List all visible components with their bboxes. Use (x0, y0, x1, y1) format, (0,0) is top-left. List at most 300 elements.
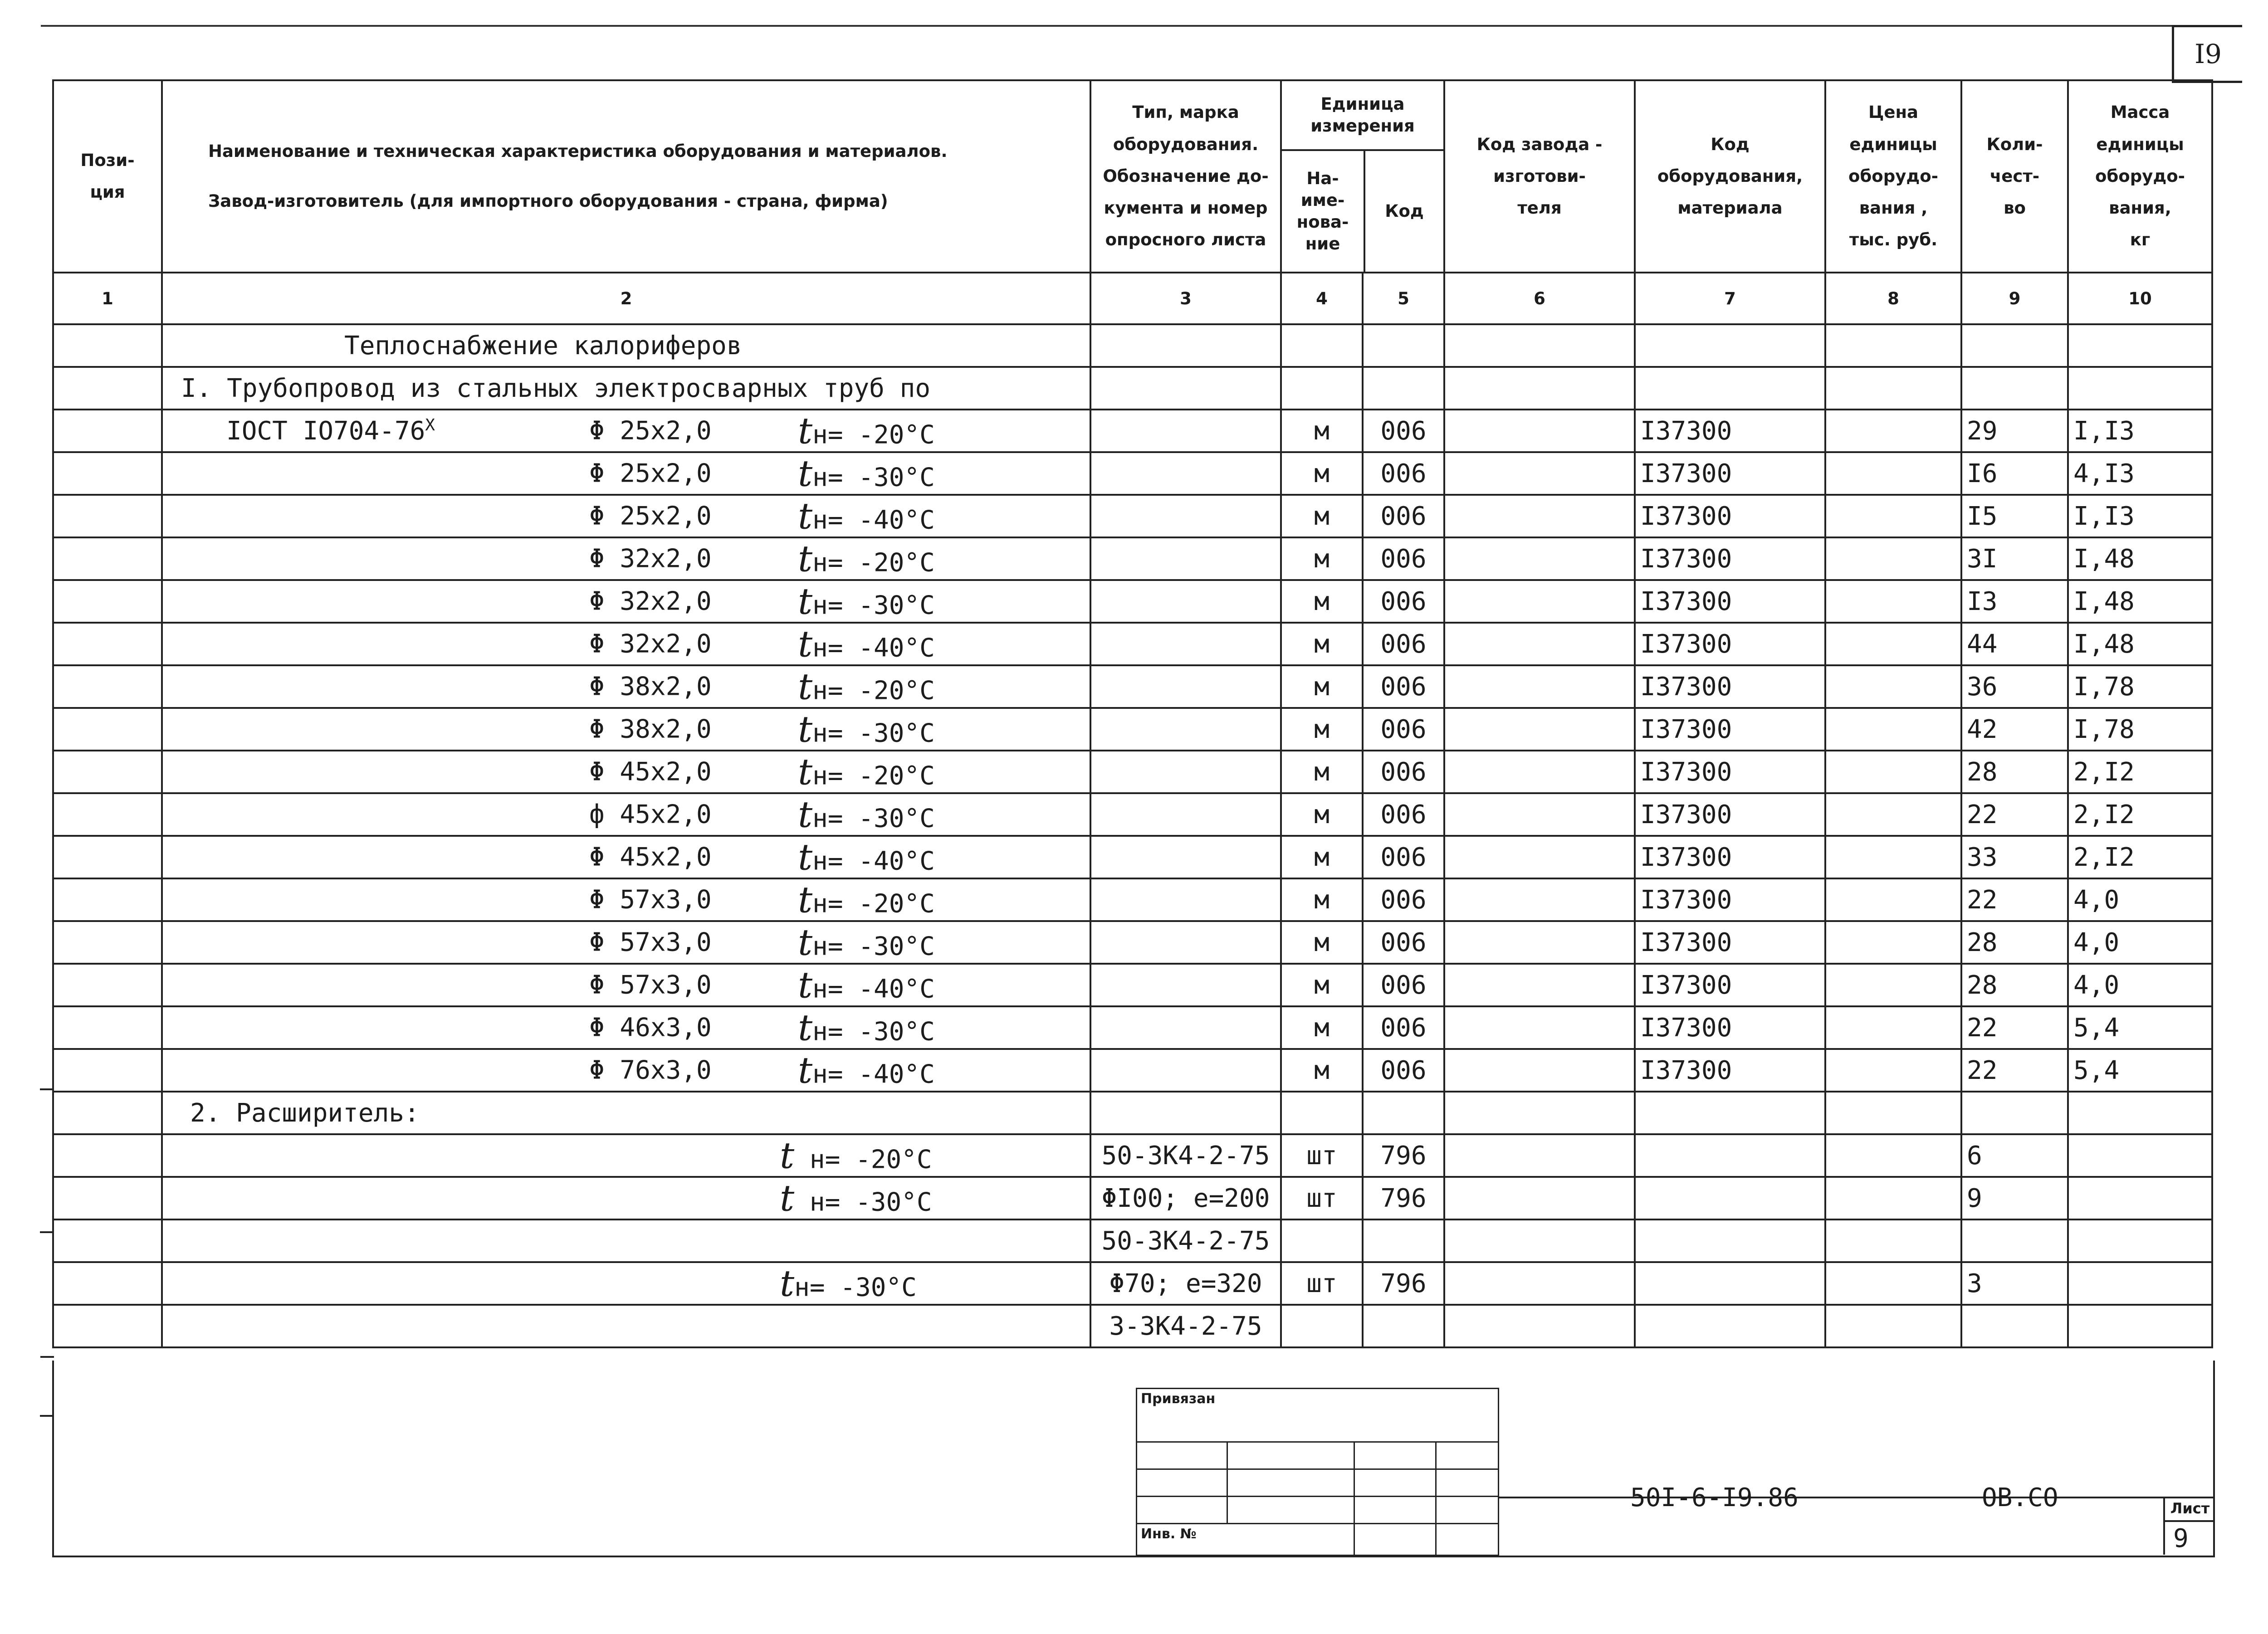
outdoor-temperature: tн= -20°C (798, 751, 935, 793)
cell-material-code: I37300 (1635, 708, 1825, 751)
header-manufacturer-code-line: изготови- (1493, 166, 1586, 186)
cell-quantity: 22 (1961, 878, 2068, 921)
outdoor-temperature: tн= -30°C (798, 580, 935, 623)
cell-position (53, 751, 162, 793)
gost-reference: IOCT $IO704-76^X$ (226, 416, 435, 446)
header-unit-name (1282, 151, 1365, 272)
table-row (53, 495, 2212, 537)
table-row (53, 964, 2212, 1006)
cell-mass (2068, 367, 2212, 410)
cell-price (1825, 410, 1961, 452)
sheet-number: 9 (2173, 1524, 2189, 1553)
title-block (52, 1361, 2215, 1557)
table-row (53, 751, 2212, 793)
header-unit-name-line: На- (1306, 168, 1339, 188)
cell-unit: м (1281, 665, 1363, 708)
pipe-size: Φ 45x2,0 (589, 842, 712, 872)
header-unit-code: Код (1385, 201, 1424, 221)
pipe-size: Φ 38x2,0 (589, 672, 712, 702)
pipe-size: Φ 38x2,0 (589, 714, 712, 744)
cell-price (1825, 1177, 1961, 1219)
header-price-line: тыс. руб. (1849, 230, 1938, 250)
pipe-size: Φ 25x2,0 (589, 458, 712, 488)
header-unit-name-line: нова- (1296, 212, 1349, 232)
cell-type (1090, 367, 1281, 410)
cell-type (1090, 793, 1281, 836)
cell-position (53, 367, 162, 410)
cell-manufacturer-code (1444, 751, 1635, 793)
header-type (1090, 80, 1281, 273)
header-position (53, 80, 162, 273)
column-number: 1 (53, 273, 162, 324)
cell-manufacturer-code (1444, 1049, 1635, 1092)
cell-mass: 2,I2 (2068, 793, 2212, 836)
table-row (53, 1134, 2212, 1177)
cell-position (53, 324, 162, 367)
outdoor-temperature: tн= -20°C (798, 410, 935, 452)
header-price-line: вания , (1859, 198, 1928, 218)
outdoor-temperature: tн= -40°C (798, 495, 935, 537)
title-block-divider (1498, 1497, 2213, 1498)
column-number: 10 (2068, 273, 2212, 324)
cell-price (1825, 623, 1961, 665)
cell-unit: м (1281, 452, 1363, 495)
cell-unit: м (1281, 964, 1363, 1006)
cell-type (1090, 921, 1281, 964)
cell-unit: м (1281, 537, 1363, 580)
cell-description (162, 1262, 1090, 1305)
cell-quantity: 36 (1961, 665, 2068, 708)
cell-quantity: 42 (1961, 708, 2068, 751)
header-type-line: опросного листа (1105, 230, 1266, 250)
cell-mass: I,I3 (2068, 410, 2212, 452)
approval-stamp (1136, 1388, 1498, 1555)
cell-quantity: 44 (1961, 623, 2068, 665)
pipe-size: Φ 32x2,0 (589, 544, 712, 574)
pipe-size: Φ 25x2,0 (589, 501, 712, 531)
cell-price (1825, 1006, 1961, 1049)
cell-unit: шт (1281, 1177, 1363, 1219)
cell-manufacturer-code (1444, 1006, 1635, 1049)
cell-position (53, 1305, 162, 1347)
column-number: 5 (1363, 273, 1444, 324)
cell-unit-code: 006 (1363, 921, 1444, 964)
outdoor-temperature: t н= -20°C (780, 1134, 932, 1177)
specification-table (52, 79, 2213, 1348)
cell-mass: 2,I2 (2068, 751, 2212, 793)
cell-type (1090, 452, 1281, 495)
column-number: 3 (1090, 273, 1281, 324)
cell-position (53, 836, 162, 878)
cell-description: I. Трубопровод из стальных электросварных труб по (162, 367, 1090, 410)
outdoor-temperature: tн= -30°C (798, 708, 935, 751)
cell-description (162, 1049, 1090, 1092)
cell-unit: м (1281, 878, 1363, 921)
cell-unit-code: 006 (1363, 708, 1444, 751)
cell-unit-code: 006 (1363, 793, 1444, 836)
cell-price (1825, 1134, 1961, 1177)
cell-manufacturer-code (1444, 537, 1635, 580)
cell-quantity: 22 (1961, 793, 2068, 836)
cell-type: ΦI00; е=200 (1090, 1177, 1281, 1219)
header-equipment-code-line: Код (1711, 134, 1750, 154)
margin-tick (40, 1356, 54, 1358)
cell-mass (2068, 1305, 2212, 1347)
cell-material-code (1635, 1219, 1825, 1262)
cell-material-code: I37300 (1635, 1049, 1825, 1092)
header-mass (2068, 80, 2212, 273)
cell-unit-code: 006 (1363, 580, 1444, 623)
margin-tick (40, 1088, 54, 1090)
cell-price (1825, 1049, 1961, 1092)
header-equipment-code-line: материала (1677, 198, 1783, 218)
top-border-line (41, 25, 2173, 27)
sheet-label: Лист (2165, 1497, 2215, 1522)
header-unit-group-line: измерения (1310, 116, 1415, 136)
cell-price (1825, 964, 1961, 1006)
cell-price (1825, 751, 1961, 793)
cell-description (162, 665, 1090, 708)
table-row (53, 1049, 2212, 1092)
cell-position (53, 665, 162, 708)
cell-description (162, 921, 1090, 964)
column-number-row (53, 273, 2212, 324)
cell-manufacturer-code (1444, 1219, 1635, 1262)
cell-unit (1281, 1219, 1363, 1262)
cell-material-code: I37300 (1635, 452, 1825, 495)
cell-position (53, 410, 162, 452)
header-equipment-code-line: оборудования, (1657, 166, 1803, 186)
cell-price (1825, 1262, 1961, 1305)
stamp-bound-label: Привязан (1137, 1389, 1499, 1442)
table-row (53, 537, 2212, 580)
pipe-size: Φ 25x2,0 (589, 416, 712, 446)
cell-position (53, 793, 162, 836)
table-row (53, 580, 2212, 623)
cell-quantity (1961, 1219, 2068, 1262)
cell-manufacturer-code (1444, 495, 1635, 537)
cell-price (1825, 708, 1961, 751)
cell-type (1090, 964, 1281, 1006)
header-mass-line: кг (2130, 230, 2151, 250)
cell-quantity: 6 (1961, 1134, 2068, 1177)
cell-description (162, 878, 1090, 921)
cell-unit: м (1281, 1049, 1363, 1092)
pipe-size: Φ 57x3,0 (589, 885, 712, 915)
cell-description (162, 410, 1090, 452)
document-code: 50I-6-I9.86 (1630, 1483, 1799, 1512)
cell-unit-code: 006 (1363, 1049, 1444, 1092)
section-row (53, 367, 2212, 410)
cell-unit: м (1281, 793, 1363, 836)
cell-description (162, 1219, 1090, 1262)
header-type-line: оборудования. (1113, 134, 1259, 154)
cell-material-code (1635, 1262, 1825, 1305)
cell-unit: м (1281, 1006, 1363, 1049)
cell-mass: 5,4 (2068, 1006, 2212, 1049)
cell-material-code: I37300 (1635, 410, 1825, 452)
cell-unit-code (1363, 1305, 1444, 1347)
outdoor-temperature: tн= -40°C (798, 1049, 935, 1092)
cell-position (53, 495, 162, 537)
cell-unit-code: 796 (1363, 1177, 1444, 1219)
cell-quantity (1961, 1305, 2068, 1347)
page-number: I9 (2172, 25, 2242, 83)
header-type-line: Обозначение до- (1103, 166, 1269, 186)
cell-unit: м (1281, 580, 1363, 623)
cell-price (1825, 324, 1961, 367)
cell-type: 3-3K4-2-75 (1090, 1305, 1281, 1347)
table-row (53, 1177, 2212, 1219)
cell-price (1825, 580, 1961, 623)
cell-material-code (1635, 1305, 1825, 1347)
cell-unit-code: 006 (1363, 452, 1444, 495)
cell-unit: м (1281, 623, 1363, 665)
cell-manufacturer-code (1444, 964, 1635, 1006)
cell-description (162, 537, 1090, 580)
cell-mass (2068, 1219, 2212, 1262)
cell-unit-code: 796 (1363, 1262, 1444, 1305)
header-manufacturer-code-line: теля (1517, 198, 1562, 218)
cell-mass: 4,0 (2068, 964, 2212, 1006)
cell-price (1825, 537, 1961, 580)
header-quantity (1961, 80, 2068, 273)
cell-mass: I,78 (2068, 708, 2212, 751)
cell-description (162, 495, 1090, 537)
table-row (53, 793, 2212, 836)
header-price-line: оборудо- (1848, 166, 1938, 186)
cell-material-code: I37300 (1635, 580, 1825, 623)
cell-quantity (1961, 367, 2068, 410)
cell-manufacturer-code (1444, 1092, 1635, 1134)
header-quantity-line: чест- (1989, 166, 2040, 186)
table-row (53, 1006, 2212, 1049)
cell-mass: I,48 (2068, 623, 2212, 665)
cell-quantity (1961, 1092, 2068, 1134)
cell-material-code: I37300 (1635, 793, 1825, 836)
cell-description (162, 964, 1090, 1006)
cell-description (162, 1134, 1090, 1177)
cell-material-code (1635, 1092, 1825, 1134)
cell-manufacturer-code (1444, 367, 1635, 410)
cell-type (1090, 878, 1281, 921)
cell-quantity (1961, 324, 2068, 367)
pipe-size: Φ 57x3,0 (589, 927, 712, 957)
cell-description (162, 793, 1090, 836)
outdoor-temperature: tн= -30°C (798, 452, 935, 495)
cell-type (1090, 537, 1281, 580)
cell-unit-code: 006 (1363, 495, 1444, 537)
cell-description (162, 1177, 1090, 1219)
cell-mass: I,78 (2068, 665, 2212, 708)
cell-position (53, 964, 162, 1006)
cell-position (53, 921, 162, 964)
cell-position (53, 623, 162, 665)
cell-description (162, 623, 1090, 665)
cell-quantity: 22 (1961, 1006, 2068, 1049)
column-number: 4 (1281, 273, 1363, 324)
cell-material-code: I37300 (1635, 665, 1825, 708)
cell-type (1090, 708, 1281, 751)
cell-quantity: 33 (1961, 836, 2068, 878)
cell-position (53, 1219, 162, 1262)
cell-mass (2068, 1092, 2212, 1134)
cell-unit (1281, 1092, 1363, 1134)
cell-unit-code (1363, 1219, 1444, 1262)
column-number: 7 (1635, 273, 1825, 324)
outdoor-temperature: tн= -20°C (798, 537, 935, 580)
cell-manufacturer-code (1444, 1262, 1635, 1305)
cell-price (1825, 793, 1961, 836)
cell-type: Φ70; е=320 (1090, 1262, 1281, 1305)
cell-type: 50-3K4-2-75 (1090, 1134, 1281, 1177)
table-row (53, 410, 2212, 452)
header-manufacturer-code-line: Код завода - (1476, 134, 1603, 154)
sheet-number-box (2163, 1497, 2215, 1555)
cell-manufacturer-code (1444, 324, 1635, 367)
cell-unit-code: 006 (1363, 537, 1444, 580)
header-mass-line: единицы (2096, 134, 2184, 154)
cell-unit-code: 006 (1363, 751, 1444, 793)
header-manufacturer-code (1444, 80, 1635, 273)
cell-unit-code: 006 (1363, 410, 1444, 452)
cell-manufacturer-code (1444, 708, 1635, 751)
cell-price (1825, 665, 1961, 708)
cell-description (162, 751, 1090, 793)
pipe-size: Φ 45x2,0 (589, 757, 712, 787)
cell-manufacturer-code (1444, 452, 1635, 495)
cell-quantity: 28 (1961, 751, 2068, 793)
cell-quantity: 9 (1961, 1177, 2068, 1219)
cell-type (1090, 1092, 1281, 1134)
cell-unit (1281, 367, 1363, 410)
cell-type: 50-3K4-2-75 (1090, 1219, 1281, 1262)
outdoor-temperature: t н= -30°C (780, 1177, 932, 1219)
cell-mass: 2,I2 (2068, 836, 2212, 878)
cell-price (1825, 495, 1961, 537)
cell-manufacturer-code (1444, 410, 1635, 452)
cell-description (162, 1305, 1090, 1347)
cell-type (1090, 1049, 1281, 1092)
table-row (53, 1219, 2212, 1262)
sheet-code: OB.CO (1982, 1483, 2058, 1512)
cell-price (1825, 452, 1961, 495)
header-unit-group (1281, 80, 1444, 273)
cell-unit-code: 796 (1363, 1134, 1444, 1177)
cell-position (53, 1049, 162, 1092)
cell-mass: 4,0 (2068, 921, 2212, 964)
cell-price (1825, 921, 1961, 964)
cell-mass: I,48 (2068, 580, 2212, 623)
column-number: 9 (1961, 273, 2068, 324)
column-number: 6 (1444, 273, 1635, 324)
header-unit-name-line: име- (1300, 190, 1345, 210)
header-mass-line: оборудо- (2095, 166, 2185, 186)
cell-unit: м (1281, 495, 1363, 537)
cell-price (1825, 836, 1961, 878)
header-quantity-line: во (2004, 198, 2026, 218)
cell-description (162, 1006, 1090, 1049)
cell-manufacturer-code (1444, 793, 1635, 836)
cell-quantity: I6 (1961, 452, 2068, 495)
header-price (1825, 80, 1961, 273)
cell-unit: м (1281, 410, 1363, 452)
pipe-size: Φ 32x2,0 (589, 629, 712, 659)
cell-material-code: I37300 (1635, 921, 1825, 964)
cell-quantity: 3 (1961, 1262, 2068, 1305)
section-row (53, 324, 2212, 367)
cell-unit-code: 006 (1363, 1006, 1444, 1049)
cell-description: Теплоснабжение калориферов (162, 324, 1090, 367)
cell-quantity: 28 (1961, 964, 2068, 1006)
cell-manufacturer-code (1444, 1305, 1635, 1347)
table-row (53, 1305, 2212, 1347)
cell-quantity: 29 (1961, 410, 2068, 452)
cell-material-code: I37300 (1635, 537, 1825, 580)
outdoor-temperature: tн= -40°C (798, 623, 935, 665)
column-number: 2 (162, 273, 1090, 324)
pipe-size: Φ 32x2,0 (589, 586, 712, 616)
cell-unit-code (1363, 367, 1444, 410)
cell-mass: 4,0 (2068, 878, 2212, 921)
outdoor-temperature: tн= -30°C (798, 793, 935, 836)
cell-material-code: I37300 (1635, 836, 1825, 878)
cell-material-code: I37300 (1635, 623, 1825, 665)
outdoor-temperature: tн= -40°C (798, 836, 935, 878)
cell-unit-code: 006 (1363, 836, 1444, 878)
table-row (53, 836, 2212, 878)
cell-type (1090, 836, 1281, 878)
outdoor-temperature: tн= -30°C (798, 1006, 935, 1049)
cell-manufacturer-code (1444, 1134, 1635, 1177)
cell-type (1090, 1006, 1281, 1049)
pipe-size: Φ 46x3,0 (589, 1013, 712, 1043)
cell-type (1090, 324, 1281, 367)
cell-mass: I,48 (2068, 537, 2212, 580)
cell-mass: I,I3 (2068, 495, 2212, 537)
cell-position (53, 708, 162, 751)
section-row (53, 1092, 2212, 1134)
outdoor-temperature: tн= -20°C (798, 665, 935, 708)
cell-mass (2068, 324, 2212, 367)
cell-price (1825, 1305, 1961, 1347)
cell-description (162, 708, 1090, 751)
cell-unit-code: 006 (1363, 623, 1444, 665)
header-equipment-code (1635, 80, 1825, 273)
header-type-line: Тип, марка (1132, 102, 1239, 122)
table-row (53, 665, 2212, 708)
cell-unit: м (1281, 836, 1363, 878)
cell-quantity: 3I (1961, 537, 2068, 580)
cell-position (53, 580, 162, 623)
cell-type (1090, 580, 1281, 623)
header-unit-group-line: Единица (1320, 94, 1405, 114)
cell-position (53, 452, 162, 495)
cell-unit-code (1363, 1092, 1444, 1134)
cell-unit: м (1281, 708, 1363, 751)
cell-type (1090, 410, 1281, 452)
header-mass-line: вания, (2109, 198, 2171, 218)
margin-tick (40, 1415, 54, 1417)
cell-price (1825, 367, 1961, 410)
cell-price (1825, 878, 1961, 921)
cell-material-code (1635, 1177, 1825, 1219)
cell-mass (2068, 1134, 2212, 1177)
cell-manufacturer-code (1444, 836, 1635, 878)
stamp-inv-label: Инв. № (1137, 1524, 1354, 1556)
cell-material-code: I37300 (1635, 751, 1825, 793)
cell-unit-code: 006 (1363, 665, 1444, 708)
